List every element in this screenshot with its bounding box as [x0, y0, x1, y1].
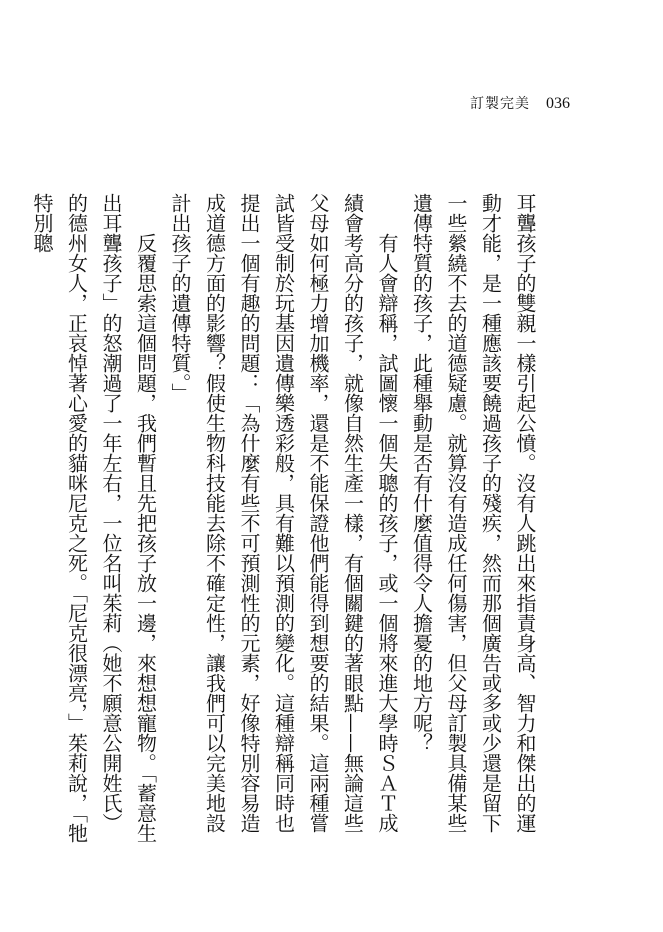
body-text [30, 193, 542, 848]
paragraph: 反覆思索這個問題，我們暫且先把孩子放一邊，來想想寵物。「蓄意生出耳聾孩子」的怒潮過了一年左右，一位名叫茱莉（她不願意公開姓氏）的德州女人，正哀悼著心愛的貓咪尼克之死。「尼克很漂亮，」茱莉說，「牠特別聰 [30, 193, 158, 843]
paragraph: 耳聾孩子的雙親一樣引起公憤。沒有人跳出來指責身高、智力和傑出的運動才能，是一種應該要饒過孩子的殘疾，然而那個廣告或多或少還是留下一些縈繞不去的道德疑慮。就算沒有造成任何傷害，但父母訂製具備某些遺傳特質的孩子，此種舉動是否有什麼值得令人擔憂的地方呢？ [409, 193, 537, 833]
page-number: 036 [546, 95, 570, 112]
paragraph: 有人會辯稱，試圖懷一個失聰的孩子，或一個將來進大學時ＳＡＴ成績會考高分的孩子，就像自然生產一樣，有個關鍵的著眼點——無論這些父母如何極力增加機率，還是不能保證他們能得到想要的結果。這兩種嘗試皆受制於玩基因遺傳樂透彩般，具有難以預測的變化。這種辯稱同時也提出一個有趣的問題：「為什麼有些不可預測性的元素，好像特別容易造成道德方面的影響？假使生物科技能去除不確定性，讓我們可以完美地設計出孩子的遺傳特質。」 [168, 193, 399, 833]
running-header [470, 92, 620, 116]
running-header-title: 訂製完美 [470, 96, 530, 112]
